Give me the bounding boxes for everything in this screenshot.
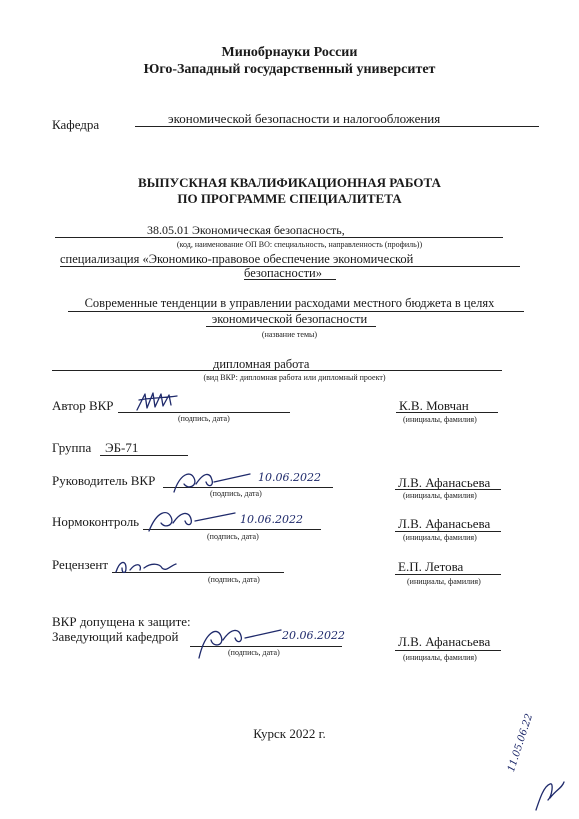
author-sign-hint: (подпись, дата) — [178, 414, 230, 423]
reviewer-sign-hint: (подпись, дата) — [208, 575, 260, 584]
normcontrol-name-hint: (инициалы, фамилия) — [403, 533, 477, 542]
department-label: Кафедра — [52, 117, 100, 132]
topic-underline2 — [206, 326, 376, 327]
topic-hint: (название темы) — [261, 330, 318, 339]
reviewer-name-line — [395, 574, 501, 575]
work-type-hint: (вид ВКР: дипломная работа или дипломный проект) — [203, 373, 386, 382]
ministry-heading: Минобрнауки России — [221, 45, 358, 60]
reviewer-signature — [112, 556, 182, 578]
margin-note: 11.05.06.22 — [506, 712, 536, 774]
normcontrol-name: Л.В. Афанасьева — [398, 516, 491, 531]
author-name-hint: (инициалы, фамилия) — [403, 415, 477, 424]
topic-line2: экономической безопасности — [211, 312, 368, 326]
normcontrol-date: 10.06.2022 — [240, 513, 303, 526]
department-value: экономической безопасности и налогообложения — [168, 111, 441, 126]
author-signature — [133, 388, 183, 416]
supervisor-name-hint: (инициалы, фамилия) — [403, 491, 477, 500]
department-underline — [135, 126, 539, 127]
admission-line1: ВКР допущена к защите: — [52, 614, 191, 629]
work-type-value: дипломная работа — [213, 357, 310, 371]
specialization-underline2 — [244, 279, 336, 280]
supervisor-label: Руководитель ВКР — [52, 473, 156, 488]
group-value: ЭБ-71 — [105, 440, 139, 455]
author-label: Автор ВКР — [52, 398, 114, 413]
specialty-hint: (код, наименование ОП ВО: специальность, направленность (профиль)) — [176, 240, 423, 249]
specialty-code: 38.05.01 Экономическая безопасность, — [147, 223, 345, 237]
head-of-department-name: Л.В. Афанасьева — [398, 634, 491, 649]
admission-date: 20.06.2022 — [282, 629, 345, 642]
normcontrol-signature — [145, 505, 240, 535]
university-heading: Юго-Западный государственный университет — [143, 62, 436, 77]
admission-name-hint: (инициалы, фамилия) — [403, 653, 477, 662]
work-type-underline — [52, 370, 502, 371]
work-title-line1: ВЫПУСКНАЯ КВАЛИФИКАЦИОННАЯ РАБОТА — [138, 175, 441, 190]
normcontrol-label: Нормоконтроль — [52, 514, 140, 529]
admission-name-line — [395, 650, 501, 651]
group-label: Группа — [52, 440, 92, 455]
supervisor-name-line — [395, 489, 501, 490]
author-name-line — [396, 412, 498, 413]
author-name: К.В. Мовчан — [399, 398, 469, 413]
normcontrol-name-line — [395, 531, 501, 532]
topic-line1: Современные тенденции в управлении расходами местного бюджета в целях — [84, 296, 495, 310]
margin-signature — [532, 778, 572, 814]
admission-sign-hint: (подпись, дата) — [228, 648, 280, 657]
group-underline — [100, 455, 188, 456]
specialization-line2: безопасности» — [244, 266, 322, 280]
reviewer-label: Рецензент — [52, 557, 109, 572]
work-title-line2: ПО ПРОГРАММЕ СПЕЦИАЛИТЕТА — [177, 191, 402, 206]
supervisor-sign-hint: (подпись, дата) — [210, 489, 262, 498]
reviewer-name: Е.П. Летова — [398, 559, 464, 574]
normcontrol-sign-hint: (подпись, дата) — [207, 532, 259, 541]
supervisor-date: 10.06.2022 — [258, 471, 321, 484]
supervisor-name: Л.В. Афанасьева — [398, 475, 491, 490]
city-year: Курск 2022 г. — [253, 726, 326, 741]
reviewer-name-hint: (инициалы, фамилия) — [407, 577, 481, 586]
specialty-underline — [55, 237, 503, 238]
specialization-line1: специализация «Экономико-правовое обеспечение экономической — [60, 252, 414, 266]
head-of-department-label: Заведующий кафедрой — [52, 629, 179, 644]
